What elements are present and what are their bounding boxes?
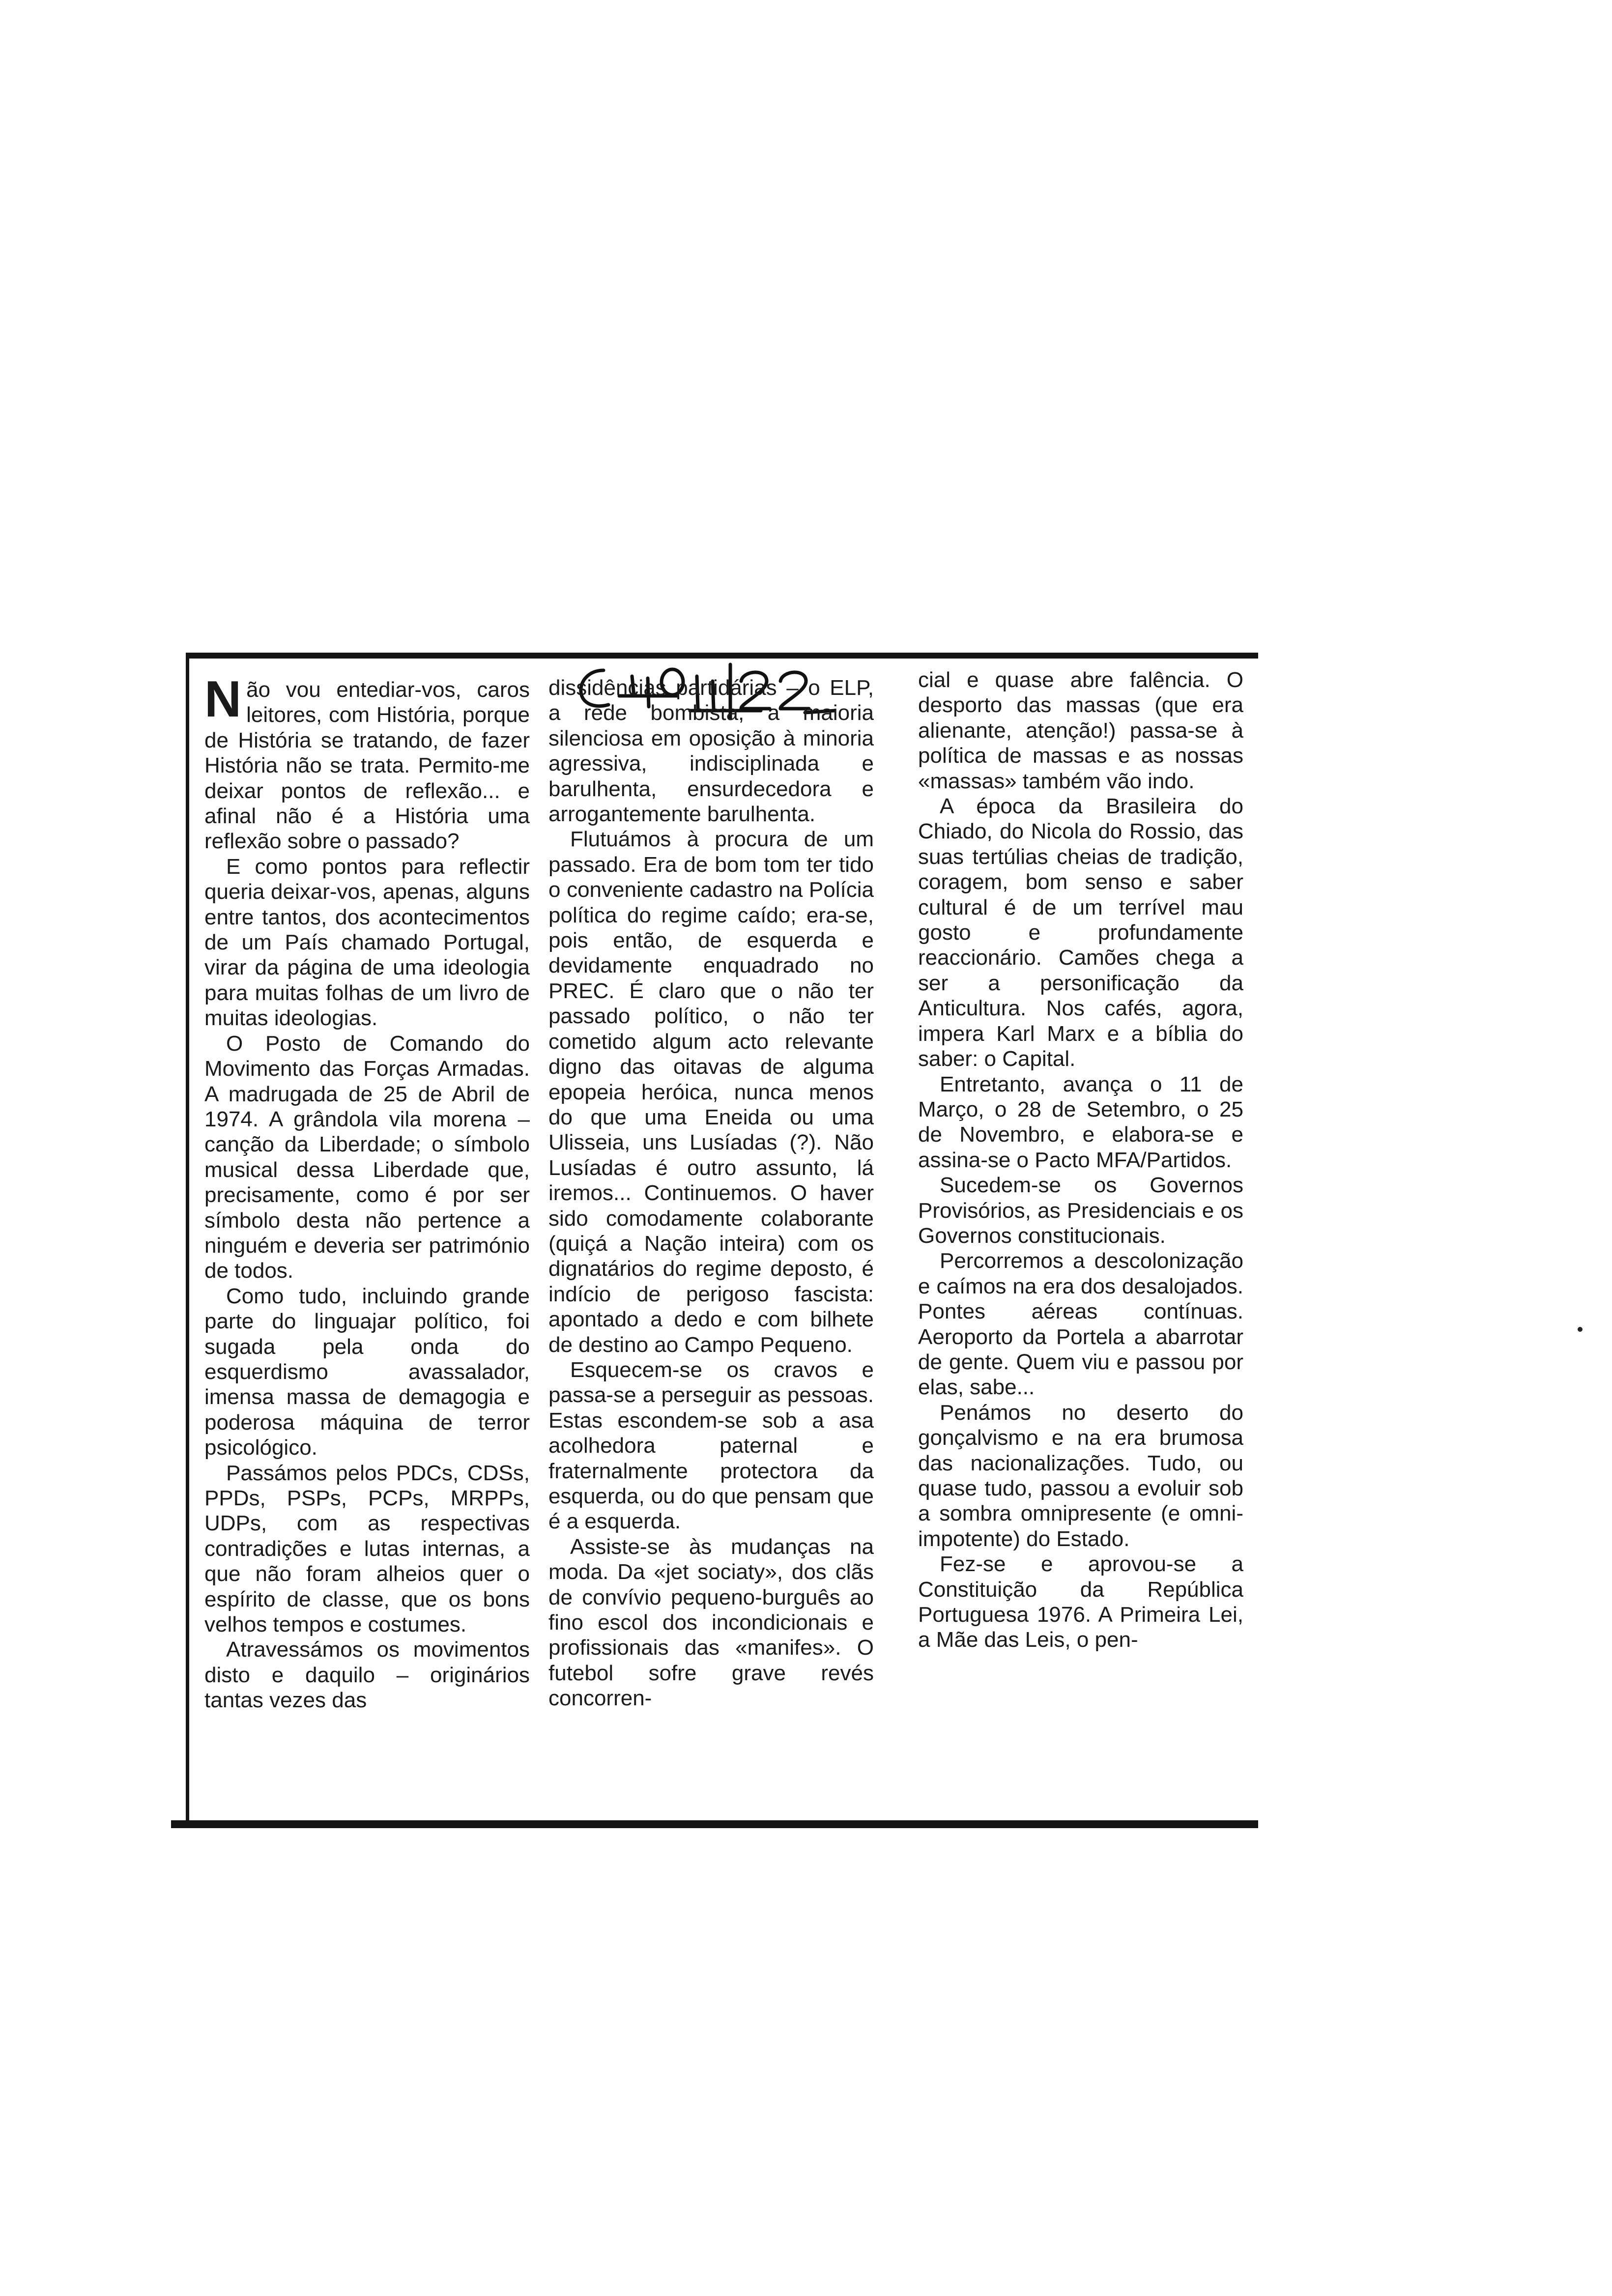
column-3-paragraph-3: Entretanto, avança o 11 de Março, o 28 de Setembro, o 25 de Novembro, e elabora-se e assina-se o Pacto MFA/Partidos.: [918, 1072, 1243, 1172]
column-3-paragraph-7: Fez-se e aprovou-se a Constituição da República Portuguesa 1976. A Primeira Lei, a Mãe das Leis, o pen-: [918, 1552, 1243, 1652]
column-3-paragraph-2: A época da Brasileira do Chiado, do Nicola do Rossio, das suas tertúlias cheias de tradição, coragem, bom senso e saber cultural é de um terrível mau gosto e profundamente reaccionário. Camões chega a ser a personificação da Anticultura. Nos cafés, agora, impera Karl Marx e a bíblia do saber: o Capital.: [918, 794, 1243, 1071]
article-column-2: [548, 675, 874, 1711]
article-column-3: [918, 667, 1243, 1653]
drop-cap: N: [204, 671, 242, 728]
column-3-paragraph-5: Percorremos a descolonização e caímos na era dos desalojados. Pontes aéreas contínuas. Aeroporto da Portela a abarrotar de gente. Quem viu e passou por elas, sabe...: [918, 1249, 1243, 1400]
top-border-rule: [186, 653, 1258, 659]
article-column-1: [204, 671, 530, 1713]
left-border-rule: [186, 653, 189, 1822]
column-1-paragraph-6: Atravessámos os movimentos disto e daquilo – originários tantas vezes das: [204, 1637, 530, 1713]
column-1-paragraph-2: E como pontos para reflectir queria deixar-vos, apenas, alguns entre tantos, dos acontecimentos de um País chamado Portugal, virar da página de uma ideologia para muitas folhas de um livro de muitas ideologias.: [204, 854, 530, 1031]
column-1-paragraph-1: [204, 671, 530, 854]
column-2-paragraph-4: Assiste-se às mudanças na moda. Da «jet sociaty», dos clãs de convívio pequeno-burguês ao fino escol dos incondicionais e profissionais das «manifes». O futebol sofre grave revés concorren-: [548, 1534, 874, 1711]
bottom-border-rule: [171, 1820, 1258, 1828]
newspaper-clipping: [186, 653, 1258, 1831]
column-1-paragraph-4: Como tudo, incluindo grande parte do linguajar político, foi sugada pela onda do esquerdismo avassalador, imensa massa de demagogia e poderosa máquina de terror psicológico.: [204, 1284, 530, 1460]
column-2-paragraph-1: dissidências partidárias – o ELP, a rede bombista, a maioria silenciosa em oposição à minoria agressiva, indisciplinada e barulhenta, ensurdecedora e arrogantemente barulhenta.: [548, 676, 874, 827]
column-2-paragraph-3: Esquecem-se os cravos e passa-se a perseguir as pessoas. Estas escondem-se sob a asa acolhedora paternal e fraternalmente protectora da esquerda, ou do que pensam que é a esquerda.: [548, 1357, 874, 1534]
column-2-paragraph-2: Flutuámos à procura de um passado. Era de bom tom ter tido o conveniente cadastro na Polícia política do regime caído; era-se, pois então, de esquerda e devidamente enquadrado no PREC. É claro que o não ter passado político, o não ter cometido algum acto relevante digno das oitavas de alguma epopeia heróica, nunca menos do que uma Eneida ou uma Ulisseia, uns Lusíadas (?). Não Lusíadas é outro assunto, lá iremos... Continuemos. O haver sido comodamente colaborante (quiçá a Nação inteira) com os dignatários do regime deposto, é indício de perigoso fascista: apontado a dedo e com bilhete de destino ao Campo Pequeno.: [548, 827, 874, 1357]
column-3-paragraph-1: cial e quase abre falência. O desporto das massas (que era alienante, atenção!) passa-se à política de massas e as nossas «massas» também vão indo.: [918, 668, 1243, 793]
column-3-paragraph-6: Penámos no deserto do gonçalvismo e na era brumosa das nacionalizações. Tudo, ou quase tudo, passou a evoluir sob a sombra omnipresente (e omni-impotente) do Estado.: [918, 1400, 1243, 1551]
column-1-paragraph-5: Passámos pelos PDCs, CDSs, PPDs, PSPs, PCPs, MRPPs, UDPs, com as respectivas contradições e lutas internas, a que não foram alheios quer o espírito de classe, que os bons velhos tempos e costumes.: [204, 1461, 530, 1637]
column-1-paragraph-3: O Posto de Comando do Movimento das Forças Armadas. A madrugada de 25 de Abril de 1974. A grândola vila morena – canção da Liberdade; o símbolo musical dessa Liberdade que, precisamente, como é por ser símbolo desta não pertence a ninguém e deveria ser património de todos.: [204, 1031, 530, 1283]
column-3-paragraph-4: Sucedem-se os Governos Provisórios, as Presidenciais e os Governos constitucionais.: [918, 1173, 1243, 1248]
scan-speck: [1578, 1327, 1583, 1332]
lead-paragraph-text: ão vou entediar-vos, caros leitores, com História, porque de História se tratando, de fazer História não se trata. Permito-me deixar pontos de reflexão... e afinal não é a História uma reflexão sobre o passado?: [204, 678, 530, 854]
